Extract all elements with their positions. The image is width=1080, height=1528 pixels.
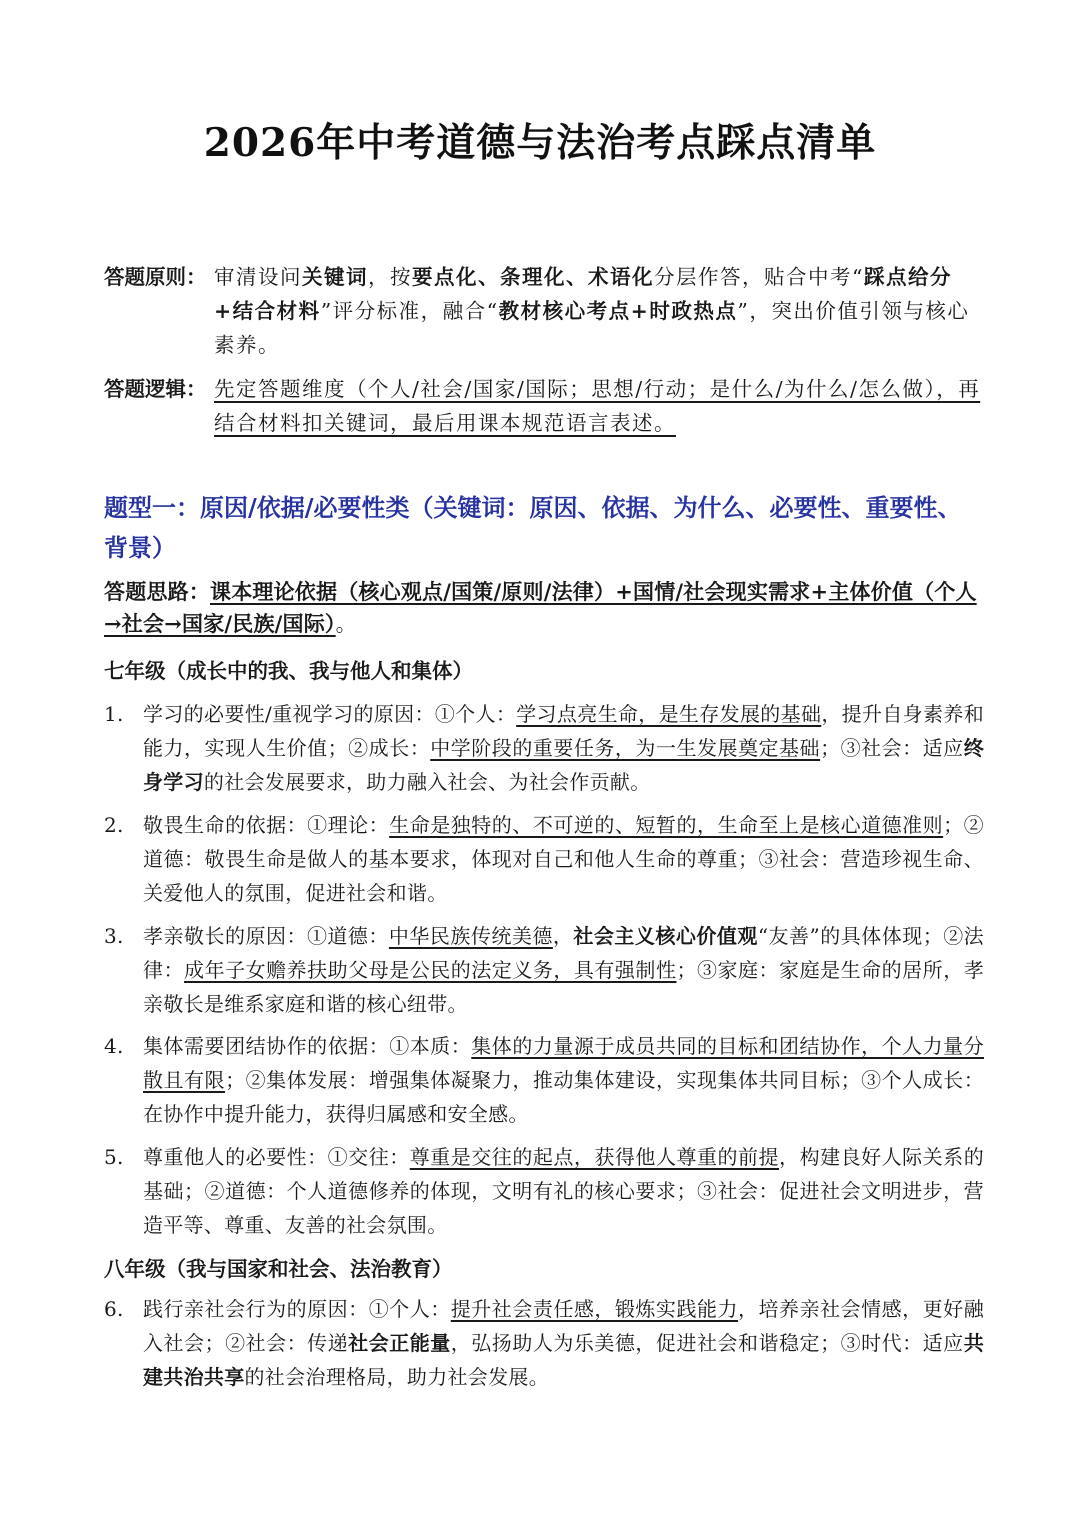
list-item: 1. 学习的必要性/重视学习的原因：①个人：学习点亮生命，是生存发展的基础，提升自身素养和能力，实现人生价值；②成长：中学阶段的重要任务，为一生发展奠定基础；③社会：适应终身学习的社会发展要求，助力融入社会、为社会作贡献。 <box>104 702 985 794</box>
answer-principle-label: 答题原则： <box>104 265 207 289</box>
answer-principle-text: 审清设问关键词，按要点化、条理化、术语化分层作答，贴合中考“踩点给分+结合材料”评分标准，融合“教材核心考点+时政热点”，突出价值引领与核心素养。 <box>214 265 970 357</box>
list-item: 2. 敬畏生命的依据：①理论：生命是独特的、不可逆的、短暂的，生命至上是核心道德准则；②道德：敬畏生命是做人的基本要求，体现对自己和他人生命的尊重；③社会：营造珍视生命、关爱他人的氛围，促进社会和谐。 <box>104 813 984 905</box>
answer-logic <box>104 372 984 440</box>
grade-heading-7: 七年级（成长中的我、我与他人和集体） <box>104 659 473 683</box>
answer-principle <box>104 260 984 362</box>
list-item: 3. 孝亲敬长的原因：①道德：中华民族传统美德，社会主义核心价值观“友善”的具体体现；②法律：成年子女赡养扶助父母是公民的法定义务，具有强制性；③家庭：家庭是生命的居所，孝亲敬长是维系家庭和谐的核心纽带。 <box>104 924 985 1016</box>
answer-logic-text: 先定答题维度（个人/社会/国家/国际；思想/行动；是什么/为什么/怎么做），再结合材料扣关键词，最后用课本规范语言表述。 <box>214 377 981 435</box>
list-item: 5. 尊重他人的必要性：①交往：尊重是交往的起点，获得他人尊重的前提，构建良好人际关系的基础；②道德：个人道德修养的体现，文明有礼的核心要求；③社会：促进社会文明进步，营造平等、尊重、友善的社会氛围。 <box>104 1145 985 1237</box>
grade-heading-8: 八年级（我与国家和社会、法治教育） <box>104 1257 453 1281</box>
answer-idea: 答题思路：课本理论依据（核心观点/国策/原则/法律）+国情/社会现实需求+主体价值（个人→社会→国家/民族/国际）。 <box>104 579 977 636</box>
answer-idea-text: 课本理论依据（核心观点/国策/原则/法律）+国情/社会现实需求+主体价值（个人→社会→国家/民族/国际） <box>104 579 977 636</box>
answer-idea-label: 答题思路： <box>104 579 210 604</box>
section-heading: 题型一：原因/依据/必要性类（关键词：原因、依据、为什么、必要性、重要性、背景） <box>104 493 962 562</box>
list-item: 6. 践行亲社会行为的原因：①个人：提升社会责任感，锻炼实践能力，培养亲社会情感，更好融入社会；②社会：传递社会正能量，弘扬助人为乐美德，促进社会和谐稳定；③时代：适应共建共治共享的社会治理格局，助力社会发展。 <box>104 1297 985 1389</box>
list-item: 4. 集体需要团结协作的依据：①本质：集体的力量源于成员共同的目标和团结协作，个人力量分散且有限；②集体发展：增强集体凝聚力，推动集体建设，实现集体共同目标；③个人成长：在协作中提升能力，获得归属感和安全感。 <box>104 1034 984 1126</box>
page-title: 2026年中考道德与法治考点踩点清单 <box>203 120 877 166</box>
answer-logic-label: 答题逻辑： <box>104 377 207 401</box>
